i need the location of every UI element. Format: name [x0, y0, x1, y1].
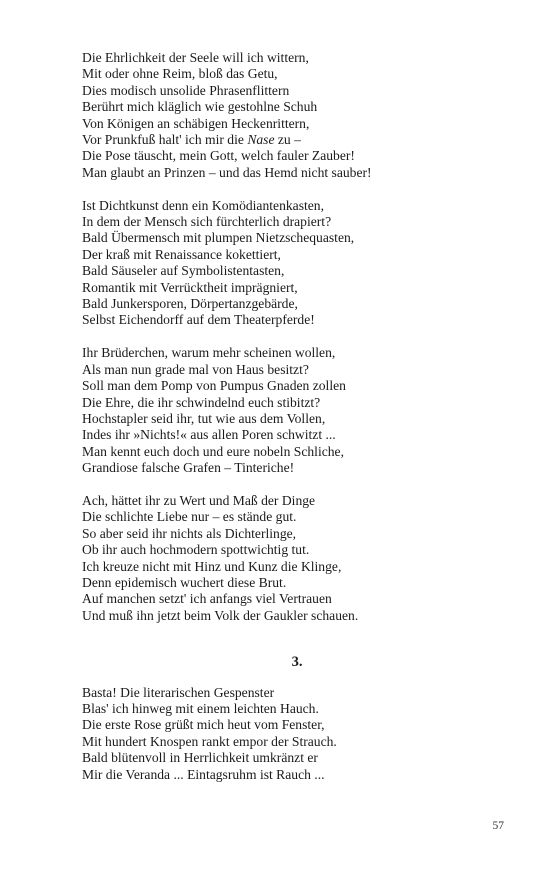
poem-line: Grandiose falsche Grafen – Tinteriche! [82, 460, 295, 476]
stanza-2 [82, 198, 502, 329]
poem-body [82, 50, 502, 799]
poem-line: Die Ehrlichkeit der Seele will ich wittern, [82, 50, 309, 65]
poem-line: Blas' ich hinweg mit einem leichten Hauch. [82, 700, 319, 716]
poem-line: Berührt mich kläglich wie gestohlne Schuh [82, 99, 318, 115]
poem-line: Als man nun grade mal von Haus besitzt? [82, 361, 309, 377]
poem-line: Der kraß mit Renaissance kokettiert, [82, 246, 281, 262]
poem-line: Auf manchen setzt' ich anfangs viel Vertrauen [82, 591, 332, 607]
poem-line: Ach, hättet ihr zu Wert und Maß der Dinge [82, 492, 316, 508]
poem-line: Selbst Eichendorff auf dem Theaterpferde! [82, 312, 315, 328]
poem-line: Soll man dem Pomp von Pumpus Gnaden zollen [82, 378, 346, 394]
poem-line: Indes ihr »Nichts!« aus allen Poren schwitzt ... [82, 427, 336, 443]
poem-line: Die Pose täuscht, mein Gott, welch fauler Zauber! [82, 148, 355, 164]
poem-line: Die erste Rose grüßt mich heut vom Fenster, [82, 717, 325, 733]
poem-line: In dem der Mensch sich fürchterlich drapiert? [82, 214, 332, 230]
poem-line: Bald Übermensch mit plumpen Nietzschequasten, [82, 230, 355, 246]
poem-line: Hochstapler seid ihr, tut wie aus dem Vollen, [82, 410, 326, 426]
poem-line: Ist Dichtkunst denn ein Komödiantenkasten, [82, 197, 324, 213]
poem-line: Romantik mit Verrücktheit imprägniert, [82, 279, 298, 295]
poem-line: Vor Prunkfuß halt' ich mir die Nase zu – [82, 132, 301, 148]
poem-line: Ich kreuze nicht mit Hinz und Kunz die Klinge, [82, 558, 342, 574]
poem-line: So aber seid ihr nichts als Dichterlinge, [82, 525, 297, 541]
stanza-3 [82, 345, 502, 476]
poem-line: Bald blütenvoll in Herrlichkeit umkränzt er [82, 750, 318, 766]
poem-line: Bald Säuseler auf Symbolistentasten, [82, 263, 285, 279]
stanza-section-3 [82, 685, 502, 783]
section-heading: 3. [291, 654, 303, 671]
emphasized-word: Nase [247, 132, 275, 148]
poem-line: Denn epidemisch wuchert diese Brut. [82, 574, 287, 590]
poem-line: Man glaubt an Prinzen – und das Hemd nicht sauber! [82, 164, 372, 180]
poem-line: Basta! Die literarischen Gespenster [82, 684, 275, 700]
poem-line: Die schlichte Liebe nur – es stände gut. [82, 509, 297, 525]
poem-line: Von Königen an schäbigen Heckenrittern, [82, 115, 310, 131]
stanza-1 [82, 50, 502, 181]
poem-line: Man kennt euch doch und eure nobeln Schliche, [82, 443, 344, 459]
poem-line: Mir die Veranda ... Eintagsruhm ist Rauch ... [82, 766, 325, 782]
stanza-4 [82, 493, 502, 624]
poem-line: Bald Junkersporen, Dörpertanzgebärde, [82, 296, 298, 312]
poem-line: Und muß ihn jetzt beim Volk der Gaukler schauen. [82, 607, 359, 623]
poem-line: Ob ihr auch hochmodern spottwichtig tut. [82, 542, 310, 558]
poem-line: Ihr Brüderchen, warum mehr scheinen wollen, [82, 345, 336, 361]
poem-line: Dies modisch unsolide Phrasenflittern [82, 82, 290, 98]
page-number: 57 [492, 820, 504, 832]
poem-line: Mit oder ohne Reim, bloß das Getu, [82, 66, 278, 82]
poem-line: Die Ehre, die ihr schwindelnd euch stibitzt? [82, 394, 321, 410]
poem-line: Mit hundert Knospen rankt empor der Strauch. [82, 733, 337, 749]
